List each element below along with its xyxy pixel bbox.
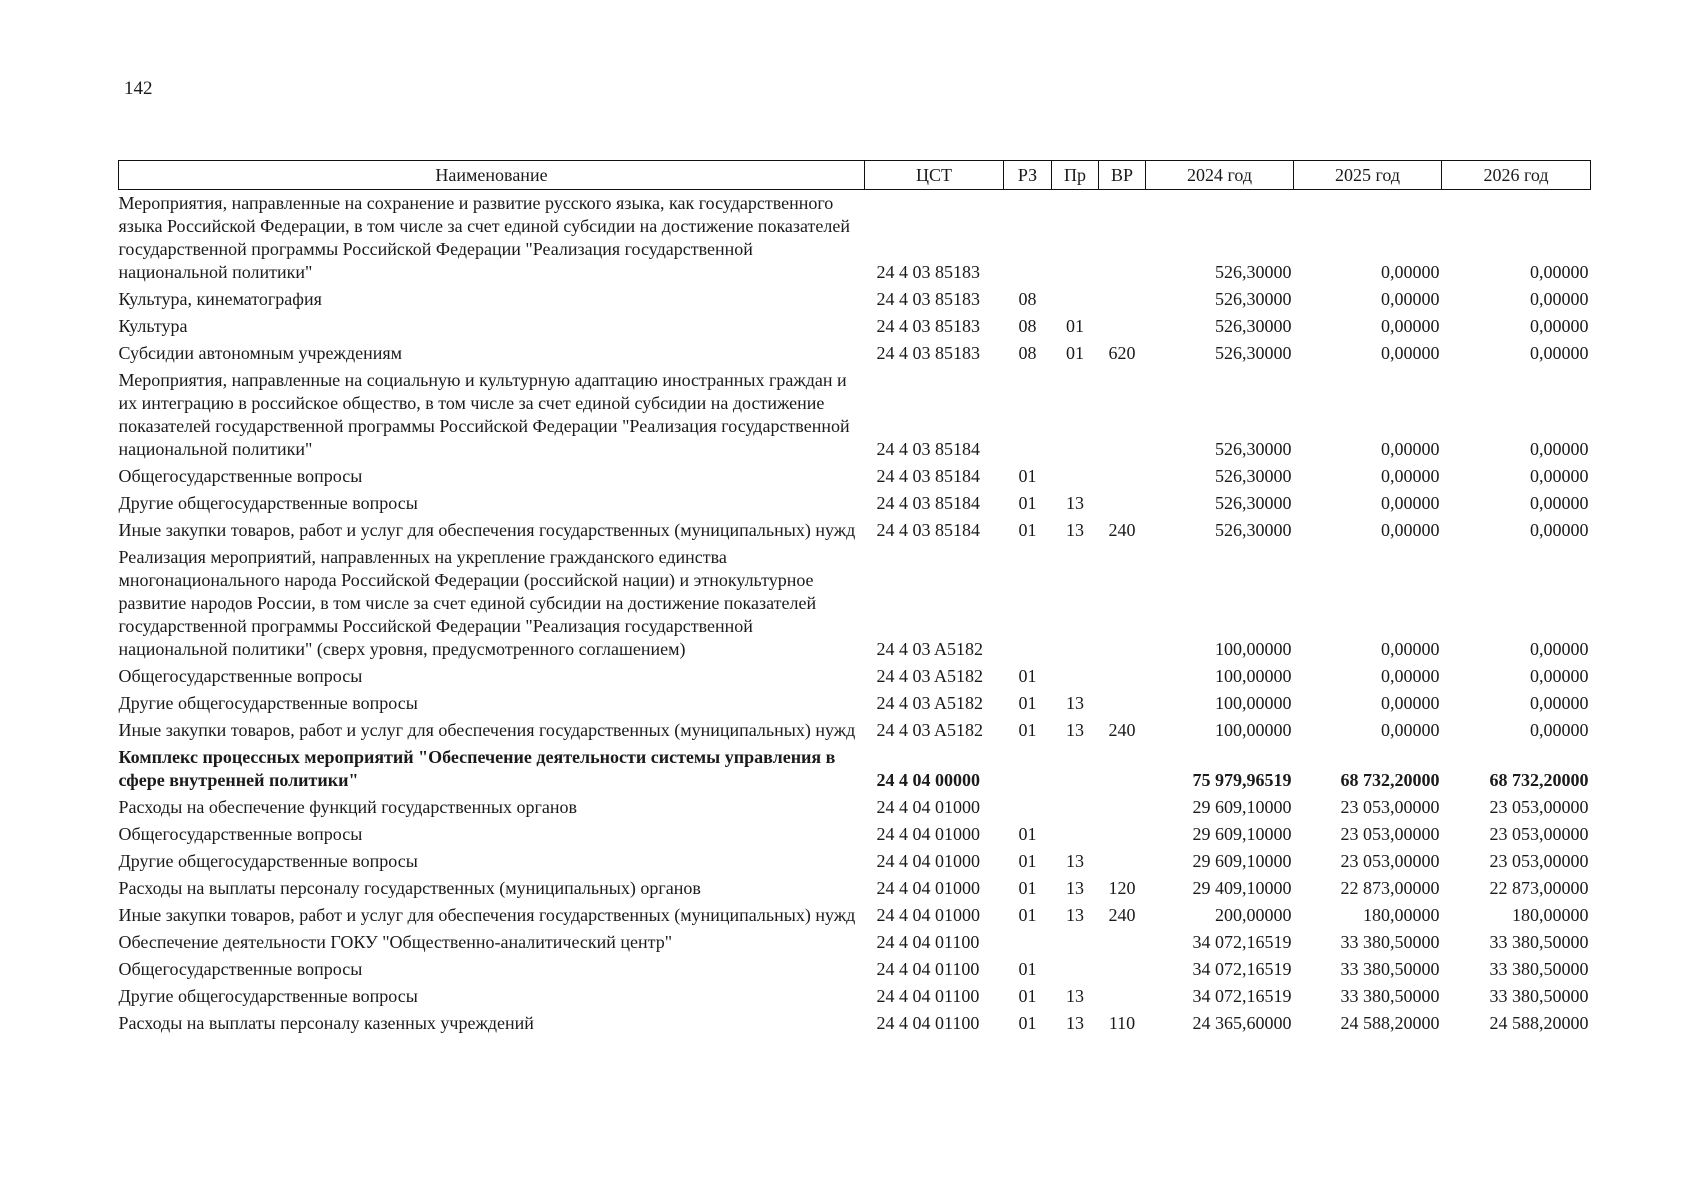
row-name: Обеспечение деятельности ГОКУ "Общественно-аналитический центр" [118,932,673,952]
row-value-2026: 23 053,00000 [1489,797,1589,817]
row-pr [1052,929,1099,956]
header-2026: 2026 год [1442,161,1591,190]
row-value-2024: 526,30000 [1215,466,1292,486]
row-name: Субсидии автономным учреждениям [118,343,403,363]
row-value-2024: 29 409,10000 [1192,878,1292,898]
row-value-2026: 24 588,20000 [1489,1013,1589,1033]
row-vr [1099,367,1146,463]
row-value-2026: 0,00000 [1530,289,1589,309]
row-pr: 13 [1066,693,1084,713]
row-rz [1004,544,1052,663]
row-value-2024: 526,30000 [1215,262,1292,282]
header-2024: 2024 год [1146,161,1294,190]
row-vr [1099,490,1146,517]
row-value-2025: 0,00000 [1381,666,1440,686]
row-rz [1004,794,1052,821]
row-cst: 24 4 04 01000 [876,797,980,817]
row-value-2026: 0,00000 [1530,666,1589,686]
row-vr [1099,544,1146,663]
row-value-2025: 33 380,50000 [1340,986,1440,1006]
table-row [119,1010,1591,1037]
row-name: Другие общегосударственные вопросы [118,986,418,1006]
row-value-2025: 0,00000 [1381,639,1440,659]
row-pr: 13 [1066,851,1084,871]
row-name: Общегосударственные вопросы [118,666,363,686]
table-row [119,794,1591,821]
row-value-2026: 0,00000 [1530,720,1589,740]
row-cst: 24 4 04 01100 [876,986,980,1006]
row-name: Расходы на выплаты персоналу государственных (муниципальных) органов [118,878,701,898]
row-value-2026: 0,00000 [1530,439,1589,459]
row-pr [1052,744,1099,794]
row-cst: 24 4 03 85183 [876,262,980,282]
row-value-2026: 0,00000 [1530,343,1589,363]
row-value-2026: 0,00000 [1530,693,1589,713]
header-vr: ВР [1099,161,1146,190]
row-name: Расходы на выплаты персоналу казенных учреждений [118,1013,534,1033]
row-value-2024: 100,00000 [1215,666,1292,686]
row-cst: 24 4 04 00000 [876,770,980,790]
row-vr [1099,744,1146,794]
row-value-2025: 0,00000 [1381,343,1440,363]
row-name: Расходы на обеспечение функций государственных органов [118,797,577,817]
row-rz: 01 [1018,986,1037,1006]
row-value-2025: 23 053,00000 [1340,851,1440,871]
table-row [119,875,1591,902]
header-pr: Пр [1052,161,1099,190]
row-value-2024: 34 072,16519 [1192,986,1292,1006]
row-rz: 01 [1018,905,1037,925]
row-vr [1099,794,1146,821]
page-number: 142 [124,78,153,99]
table-row [119,367,1591,463]
row-vr: 120 [1108,878,1136,898]
row-vr: 240 [1108,520,1136,540]
row-value-2024: 75 979,96519 [1192,770,1292,790]
row-value-2026: 180,00000 [1512,905,1589,925]
row-pr: 01 [1066,316,1084,336]
row-rz: 01 [1018,720,1037,740]
row-vr [1099,286,1146,313]
header-rz: РЗ [1004,161,1052,190]
row-value-2025: 0,00000 [1381,693,1440,713]
row-vr [1099,956,1146,983]
row-pr [1052,663,1099,690]
row-value-2026: 0,00000 [1530,493,1589,513]
row-rz: 01 [1018,878,1037,898]
table-row [119,848,1591,875]
row-value-2025: 0,00000 [1381,262,1440,282]
row-vr [1099,663,1146,690]
row-rz: 01 [1018,824,1037,844]
row-value-2026: 23 053,00000 [1489,851,1589,871]
row-cst: 24 4 04 01000 [876,851,980,871]
row-pr: 13 [1066,905,1084,925]
row-value-2026: 68 732,20000 [1489,770,1589,790]
row-value-2025: 23 053,00000 [1340,797,1440,817]
table-row [119,929,1591,956]
row-value-2025: 0,00000 [1381,520,1440,540]
row-vr [1099,983,1146,1010]
row-value-2026: 0,00000 [1530,520,1589,540]
row-vr: 110 [1108,1013,1136,1033]
table-row [119,517,1591,544]
row-value-2026: 33 380,50000 [1489,959,1589,979]
row-name: Другие общегосударственные вопросы [118,851,418,871]
row-vr: 620 [1108,343,1136,363]
row-value-2024: 526,30000 [1215,289,1292,309]
row-cst: 24 4 03 A5182 [876,720,984,740]
row-value-2025: 0,00000 [1381,316,1440,336]
row-rz [1004,744,1052,794]
row-value-2026: 0,00000 [1530,262,1589,282]
row-value-2024: 526,30000 [1215,439,1292,459]
row-value-2024: 29 609,10000 [1192,851,1292,871]
row-name: Общегосударственные вопросы [118,824,363,844]
row-vr [1099,821,1146,848]
row-cst: 24 4 04 01100 [876,1013,980,1033]
row-value-2024: 34 072,16519 [1192,959,1292,979]
table-row [119,956,1591,983]
table-row [119,190,1591,287]
table-row [119,544,1591,663]
row-cst: 24 4 04 01100 [876,959,980,979]
row-pr [1052,190,1099,287]
row-value-2025: 0,00000 [1381,439,1440,459]
row-vr [1099,848,1146,875]
row-pr [1052,367,1099,463]
row-value-2024: 526,30000 [1215,520,1292,540]
row-value-2024: 100,00000 [1215,639,1292,659]
table-body [119,190,1591,1038]
row-value-2025: 0,00000 [1381,493,1440,513]
table-row [119,286,1591,313]
row-vr [1099,929,1146,956]
table-row [119,690,1591,717]
row-value-2024: 526,30000 [1215,493,1292,513]
row-vr [1099,690,1146,717]
row-value-2024: 100,00000 [1215,720,1292,740]
row-vr: 240 [1108,905,1136,925]
row-name: Культура, кинематография [118,289,322,309]
row-value-2024: 34 072,16519 [1192,932,1292,952]
row-name: Мероприятия, направленные на сохранение и развитие русского языка, как государственного языка Российской Федерации, в том числе за счет единой субсидии на достижение показателей государственной программы Российской Федерации "Реализация государственной национальной политики" [118,193,850,282]
row-rz: 01 [1018,493,1037,513]
table-row [119,663,1591,690]
row-pr [1052,463,1099,490]
row-vr: 240 [1108,720,1136,740]
header-2025: 2025 год [1294,161,1442,190]
row-value-2026: 33 380,50000 [1489,932,1589,952]
row-pr: 13 [1066,986,1084,1006]
row-value-2026: 23 053,00000 [1489,824,1589,844]
row-rz [1004,367,1052,463]
row-value-2025: 180,00000 [1363,905,1440,925]
row-cst: 24 4 03 A5182 [876,693,984,713]
row-name: Общегосударственные вопросы [118,466,363,486]
row-cst: 24 4 03 85184 [876,493,980,513]
header-cst: ЦСТ [865,161,1004,190]
row-name: Иные закупки товаров, работ и услуг для обеспечения государственных (муниципальных) нужд [118,720,856,740]
row-rz: 08 [1018,289,1037,309]
row-cst: 24 4 04 01000 [876,878,980,898]
row-value-2025: 24 588,20000 [1340,1013,1440,1033]
row-cst: 24 4 03 A5182 [876,639,984,659]
row-value-2024: 29 609,10000 [1192,824,1292,844]
table-row [119,490,1591,517]
row-cst: 24 4 03 85183 [876,289,980,309]
row-rz: 08 [1018,343,1037,363]
row-pr: 13 [1066,720,1084,740]
row-value-2025: 0,00000 [1381,466,1440,486]
row-rz [1004,190,1052,287]
row-value-2024: 200,00000 [1215,905,1292,925]
row-rz [1004,929,1052,956]
row-name: Иные закупки товаров, работ и услуг для обеспечения государственных (муниципальных) нужд [118,905,856,925]
row-value-2024: 100,00000 [1215,693,1292,713]
row-rz: 01 [1018,1013,1037,1033]
row-value-2024: 29 609,10000 [1192,797,1292,817]
row-value-2025: 0,00000 [1381,720,1440,740]
row-name: Мероприятия, направленные на социальную и культурную адаптацию иностранных граждан и их интеграцию в российское общество, в том числе за счет единой субсидии на достижение показателей государственной программы Российской Федерации "Реализация государственной национальной политики" [118,370,850,459]
row-value-2025: 23 053,00000 [1340,824,1440,844]
row-cst: 24 4 04 01000 [876,905,980,925]
budget-table [118,160,1591,1037]
row-vr [1099,190,1146,287]
row-pr [1052,794,1099,821]
row-value-2025: 33 380,50000 [1340,959,1440,979]
row-value-2025: 0,00000 [1381,289,1440,309]
table-header-row [119,161,1591,190]
row-pr [1052,286,1099,313]
table-row [119,340,1591,367]
row-value-2025: 22 873,00000 [1340,878,1440,898]
row-rz: 08 [1018,316,1037,336]
table-row [119,983,1591,1010]
row-pr [1052,544,1099,663]
table-row [119,744,1591,794]
row-pr [1052,821,1099,848]
row-value-2024: 526,30000 [1215,343,1292,363]
row-name: Комплекс процессных мероприятий "Обеспечение деятельности системы управления в сфере внутренней политики" [118,747,836,790]
row-value-2026: 0,00000 [1530,316,1589,336]
row-rz: 01 [1018,666,1037,686]
row-name: Иные закупки товаров, работ и услуг для обеспечения государственных (муниципальных) нужд [118,520,856,540]
row-cst: 24 4 03 85184 [876,466,980,486]
row-name: Другие общегосударственные вопросы [118,493,418,513]
row-value-2026: 0,00000 [1530,466,1589,486]
row-rz: 01 [1018,851,1037,871]
row-name: Реализация мероприятий, направленных на укрепление гражданского единства многонационального народа Российской Федерации (российской нации) и этнокультурное развитие народов России, в том числе за счет единой субсидии на достижение показателей государственной программы Российской Федерации "Реализация государственной национальной политики" (сверх уровня, предусмотренного соглашением) [118,547,817,659]
table-row [119,821,1591,848]
row-cst: 24 4 03 85184 [876,520,980,540]
row-vr [1099,313,1146,340]
row-value-2025: 33 380,50000 [1340,932,1440,952]
row-value-2025: 68 732,20000 [1340,770,1440,790]
row-pr: 13 [1066,1013,1084,1033]
table-row [119,717,1591,744]
row-value-2026: 0,00000 [1530,639,1589,659]
row-value-2024: 24 365,60000 [1192,1013,1292,1033]
table-row [119,463,1591,490]
row-cst: 24 4 04 01100 [876,932,980,952]
header-name: Наименование [119,161,865,190]
row-rz: 01 [1018,466,1037,486]
row-value-2026: 33 380,50000 [1489,986,1589,1006]
row-pr: 01 [1066,343,1084,363]
row-pr: 13 [1066,493,1084,513]
table-row [119,313,1591,340]
row-name: Культура [118,316,188,336]
row-name: Другие общегосударственные вопросы [118,693,418,713]
row-rz: 01 [1018,693,1037,713]
row-rz: 01 [1018,520,1037,540]
row-vr [1099,463,1146,490]
row-value-2026: 22 873,00000 [1489,878,1589,898]
row-rz: 01 [1018,959,1037,979]
row-cst: 24 4 03 85184 [876,439,980,459]
table-row [119,902,1591,929]
row-cst: 24 4 03 A5182 [876,666,984,686]
row-name: Общегосударственные вопросы [118,959,363,979]
row-pr: 13 [1066,878,1084,898]
row-value-2024: 526,30000 [1215,316,1292,336]
row-pr: 13 [1066,520,1084,540]
row-pr [1052,956,1099,983]
row-cst: 24 4 03 85183 [876,343,980,363]
row-cst: 24 4 03 85183 [876,316,980,336]
row-cst: 24 4 04 01000 [876,824,980,844]
